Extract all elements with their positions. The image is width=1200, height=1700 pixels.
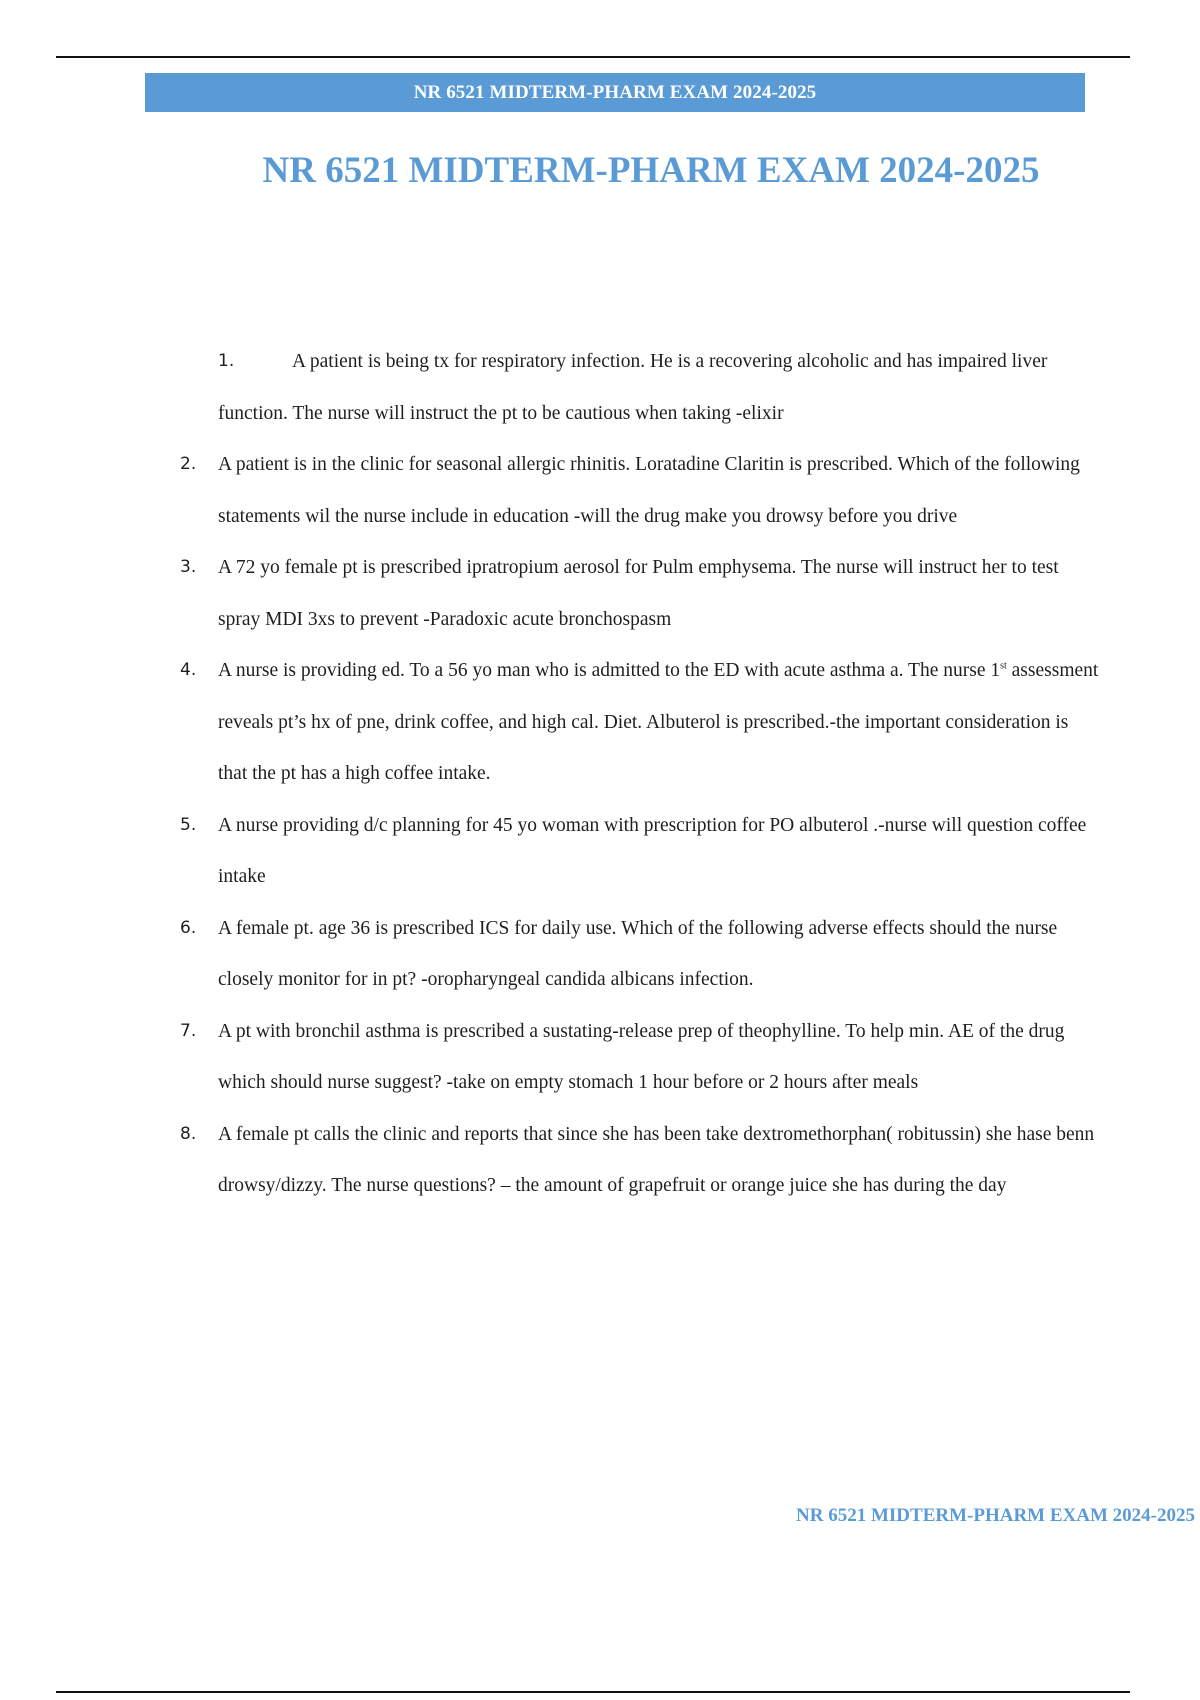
- footer-title: NR 6521 MIDTERM-PHARM EXAM 2024-2025: [796, 1505, 1195, 1526]
- page-title: NR 6521 MIDTERM-PHARM EXAM 2024-2025: [262, 150, 1040, 191]
- question-text: A nurse providing d/c planning for 45 yo woman with prescription for PO albuterol .-nurse will question coffee intake: [218, 814, 1087, 887]
- header-banner-text: NR 6521 MIDTERM-PHARM EXAM 2024-2025: [413, 81, 817, 103]
- question-text: A pt with bronchil asthma is prescribed a sustating-release prep of theophylline. To help min. AE of the drug which should nurse suggest? -take on empty stomach 1 hour before or 2 hours after meals: [218, 1020, 1065, 1093]
- question-text: A 72 yo female pt is prescribed ipratropium aerosol for Pulm emphysema. The nurse will instruct her to test spray MDI 3xs to prevent -Paradoxic acute bronchospasm: [218, 557, 1059, 630]
- question-item: [170, 645, 1100, 800]
- question-item: [170, 800, 1100, 903]
- question-item: [170, 439, 1100, 542]
- question-text: A female pt calls the clinic and reports that since she has been take dextromethorphan( robitussin) she hase benn drowsy/dizzy. The nurse questions? – the amount of grapefruit or orange juice she has during the day: [218, 1123, 1095, 1196]
- header-banner: [145, 73, 1085, 112]
- question-text-part: assessment reveals pt’s hx of pne, drink coffee, and high cal. Diet. Albuterol is prescribed.-the important consideration is that the pt has a high coffee intake.: [218, 660, 1099, 784]
- question-item: [170, 903, 1100, 1006]
- question-text: [218, 645, 1100, 800]
- question-item: [170, 1006, 1100, 1109]
- question-item: [170, 542, 1100, 645]
- question-text-part: A nurse is providing ed. To a 56 yo man who is admitted to the ED with acute asthma a. The nurse 1: [218, 660, 1001, 681]
- top-rule: [56, 56, 1130, 58]
- ordinal-superscript: st: [1000, 660, 1007, 672]
- question-text: A female pt. age 36 is prescribed ICS for daily use. Which of the following adverse effects should the nurse closely monitor for in pt? -oropharyngeal candida albicans infection.: [218, 917, 1058, 990]
- bottom-rule: [56, 1691, 1130, 1693]
- question-number: 4.: [180, 660, 197, 680]
- question-text: A patient is in the clinic for seasonal allergic rhinitis. Loratadine Claritin is prescribed. Which of the following statements wil the nurse include in education -will the drug make you drowsy before you drive: [218, 454, 1080, 527]
- question-number: 7.: [180, 1020, 197, 1041]
- question-number: 6.: [180, 917, 197, 938]
- question-number: 1.: [218, 351, 235, 371]
- question-item: [170, 336, 1100, 439]
- question-number: 8.: [180, 1123, 197, 1144]
- question-list: [170, 336, 1100, 1212]
- question-number: 5.: [180, 814, 197, 835]
- question-item: [170, 1109, 1100, 1212]
- question-number: 2.: [180, 454, 197, 474]
- question-number: 3.: [180, 557, 197, 577]
- question-text: A patient is being tx for respiratory infection. He is a recovering alcoholic and has impaired liver function. The nurse will instruct the pt to be cautious when taking -elixir: [218, 351, 1048, 424]
